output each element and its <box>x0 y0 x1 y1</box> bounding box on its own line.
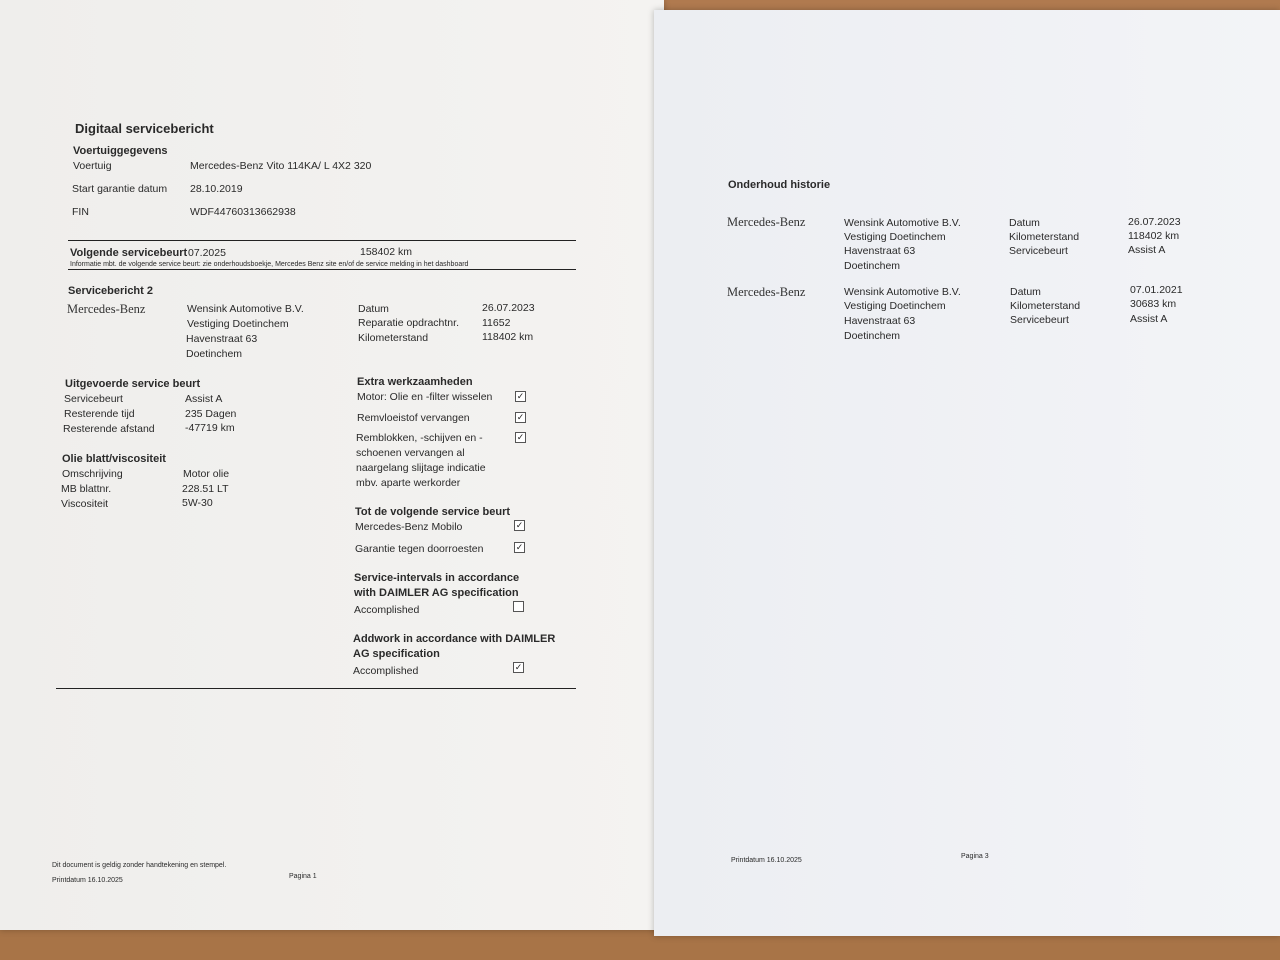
mileage-value: 118402 km <box>482 331 534 343</box>
checkbox-brake-fluid[interactable]: ✓ <box>516 412 525 422</box>
fin-label: FIN <box>72 206 89 218</box>
vehicle-heading: Voertuiggegevens <box>73 145 168 157</box>
footer-page-number: Pagina 1 <box>289 873 317 880</box>
fin-value: WDF44760313662938 <box>190 206 296 218</box>
history-service-label-1: Servicebeurt <box>1009 245 1068 257</box>
history-street-2: Havenstraat 63 <box>844 315 916 327</box>
intervals-heading: Service-intervals in accordance with DAIMLER AG specification <box>354 572 520 599</box>
history-date-value-2: 07.01.2021 <box>1130 284 1183 296</box>
history-service-value-1: Assist A <box>1128 244 1166 256</box>
document-page-3 <box>654 10 1280 936</box>
history-street-1: Havenstraat 63 <box>844 245 916 257</box>
divider <box>68 269 576 270</box>
remaining-distance-value: -47719 km <box>185 422 235 434</box>
intervals-label: Accomplished <box>354 604 420 616</box>
oil-spec-label: MB blattnr. <box>61 483 112 495</box>
footer-print-date: Printdatum 16.10.2025 <box>52 877 123 884</box>
rust-warranty-label: Garantie tegen doorroesten <box>355 543 484 555</box>
next-service-km: 158402 km <box>360 246 412 258</box>
next-service-date: 07.2025 <box>188 247 226 259</box>
remaining-time-label: Resterende tijd <box>64 408 135 420</box>
addwork-label: Accomplished <box>353 665 419 677</box>
oil-heading: Olie blatt/viscositeit <box>62 453 166 465</box>
next-service-label: Volgende servicebeurt <box>70 247 188 259</box>
date-value: 26.07.2023 <box>482 302 535 314</box>
oil-spec-value: 228.51 LT <box>182 483 229 495</box>
warranty-start-value: 28.10.2019 <box>190 183 243 195</box>
vehicle-label: Voertuig <box>73 160 112 172</box>
footer-print-date: Printdatum 16.10.2025 <box>731 857 802 864</box>
checkbox-rust-warranty[interactable]: ✓ <box>515 542 524 552</box>
oil-desc-label: Omschrijving <box>62 468 123 480</box>
extra-heading: Extra werkzaamheden <box>357 376 473 388</box>
checkbox-mobilo[interactable]: ✓ <box>515 520 524 530</box>
document-title: Digitaal servicebericht <box>75 121 214 136</box>
next-service-info: Informatie mbt. de volgende service beurt: zie onderhoudsboekje, Mercedes Benz site en/of de service melding in het dashboard <box>70 261 469 268</box>
viscosity-value: 5W-30 <box>182 497 213 509</box>
divider <box>68 240 576 241</box>
history-dealer-2: Wensink Automotive B.V. <box>844 286 961 298</box>
history-heading: Onderhoud historie <box>728 179 831 191</box>
oil-desc-value: Motor olie <box>183 468 230 480</box>
history-dealer-1: Wensink Automotive B.V. <box>844 217 961 229</box>
dealer-name: Wensink Automotive B.V. <box>187 303 304 315</box>
history-brand-2: Mercedes-Benz <box>727 285 806 299</box>
history-branch-2: Vestiging Doetinchem <box>844 300 946 312</box>
order-value: 11652 <box>482 317 511 329</box>
divider <box>56 688 576 689</box>
brand-logo-text: Mercedes-Benz <box>67 302 146 316</box>
service-type-value: Assist A <box>185 393 223 405</box>
history-date-label-1: Datum <box>1009 217 1040 229</box>
checkbox-intervals[interactable] <box>513 601 524 612</box>
report-heading: Servicebericht 2 <box>68 285 153 297</box>
history-date-label-2: Datum <box>1010 286 1041 298</box>
addwork-heading: Addwork in accordance with DAIMLER AG specification <box>353 633 556 660</box>
mobilo-label: Mercedes-Benz Mobilo <box>355 521 463 533</box>
checkbox-oil[interactable]: ✓ <box>516 391 525 401</box>
warranty-start-label: Start garantie datum <box>72 183 168 195</box>
history-mileage-label-2: Kilometerstand <box>1010 300 1081 312</box>
viscosity-label: Viscositeit <box>61 498 109 510</box>
dealer-street: Havenstraat 63 <box>186 333 258 345</box>
order-label: Reparatie opdrachtnr. <box>358 317 459 329</box>
history-mileage-value-2: 30683 km <box>1130 298 1177 310</box>
history-city-1: Doetinchem <box>844 260 901 272</box>
history-mileage-label-1: Kilometerstand <box>1009 231 1080 243</box>
date-label: Datum <box>358 303 389 315</box>
history-date-value-1: 26.07.2023 <box>1128 216 1181 228</box>
footer-page-number: Pagina 3 <box>961 853 989 860</box>
extra-item-oil: Motor: Olie en -filter wisselen <box>357 391 493 403</box>
history-service-label-2: Servicebeurt <box>1010 314 1069 326</box>
vehicle-value: Mercedes-Benz Vito 114KA/ L 4X2 320 <box>190 160 372 172</box>
history-city-2: Doetinchem <box>844 330 901 342</box>
extra-item-brakes: Remblokken, -schijven en -schoenen vervangen al naargelang slijtage indicatie mbv. aparte werkorder <box>356 432 486 489</box>
history-service-value-2: Assist A <box>1130 313 1168 325</box>
history-mileage-value-1: 118402 km <box>1128 230 1180 242</box>
mileage-label: Kilometerstand <box>358 332 429 344</box>
remaining-time-value: 235 Dagen <box>185 408 237 420</box>
checkbox-brakes[interactable]: ✓ <box>516 432 525 442</box>
performed-heading: Uitgevoerde service beurt <box>65 378 201 390</box>
history-brand-1: Mercedes-Benz <box>727 215 806 229</box>
remaining-distance-label: Resterende afstand <box>63 423 155 435</box>
checkbox-addwork[interactable]: ✓ <box>514 662 523 672</box>
extra-item-brake-fluid: Remvloeistof vervangen <box>357 412 470 424</box>
dealer-city: Doetinchem <box>186 348 243 360</box>
service-type-label: Servicebeurt <box>64 393 123 405</box>
dealer-branch: Vestiging Doetinchem <box>187 318 289 330</box>
until-next-heading: Tot de volgende service beurt <box>355 506 511 518</box>
history-branch-1: Vestiging Doetinchem <box>844 231 946 243</box>
footer-note: Dit document is geldig zonder handtekening en stempel. <box>52 862 227 869</box>
